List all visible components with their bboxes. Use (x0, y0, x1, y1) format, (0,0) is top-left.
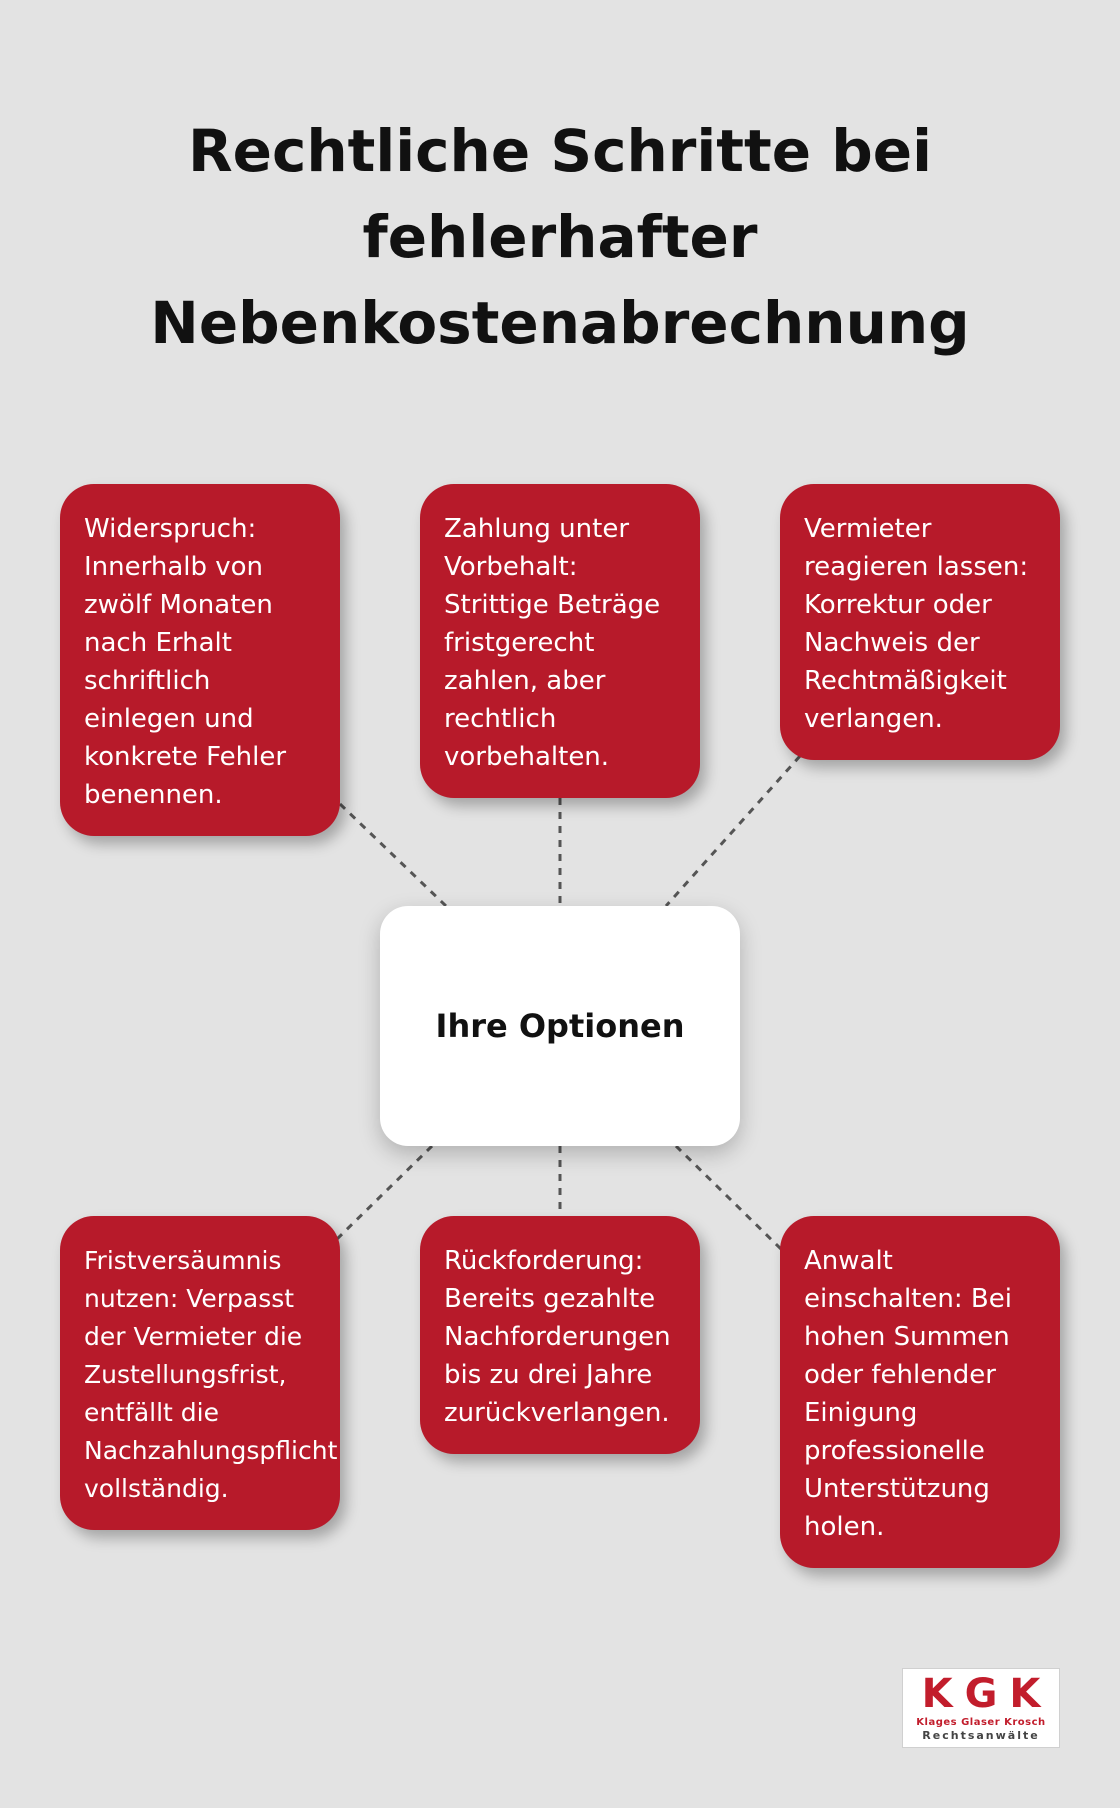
logo-firm: Rechtsanwälte (922, 1729, 1040, 1742)
title-line-1: Rechtliche Schritte bei (187, 117, 932, 185)
center-node (380, 906, 740, 1146)
title-line-3: Nebenkostenabrechnung (150, 289, 970, 357)
connector-bottom-left (336, 1146, 432, 1240)
connector-top-left (340, 804, 446, 906)
center-label: Ihre Optionen (435, 1007, 685, 1045)
option-text: Rückforderung: Bereits gezahlte Nachforderungen bis zu drei Jahre zurückverlangen. (444, 1246, 671, 1428)
option-text: Vermieter reagieren lassen: Korrektur oder Nachweis der Rechtmäßigkeit verlangen. (804, 514, 1029, 734)
option-card-zahlung-unter-vorbehalt (420, 484, 700, 798)
option-text: Zahlung unter Vorbehalt: Strittige Beträge fristgerecht zahlen, aber rechtlich vorbehalten. (444, 514, 661, 772)
option-card-fristversaeumnis (60, 1216, 340, 1530)
option-card-widerspruch (60, 484, 340, 836)
option-text: Widerspruch: Innerhalb von zwölf Monaten nach Erhalt schriftlich einlegen und konkrete Fehler benennen. (84, 514, 287, 810)
logo-names: Klages Glaser Krosch (916, 1717, 1046, 1728)
option-text: Fristversäumnis nutzen: Verpasst der Vermieter die Zustellungsfrist, entfällt die Nachzahlungspflicht vollständig. (84, 1246, 338, 1503)
option-text: Anwalt einschalten: Bei hohen Summen oder fehlender Einigung professionelle Unterstützung holen. (804, 1246, 1012, 1542)
kgk-logo (902, 1668, 1060, 1748)
option-card-vermieter-reagieren (780, 484, 1060, 760)
logo-letters: KGK (921, 1671, 1053, 1717)
title-line-2: fehlerhafter (362, 203, 758, 271)
option-card-rueckforderung (420, 1216, 700, 1454)
option-card-anwalt-einschalten (780, 1216, 1060, 1568)
